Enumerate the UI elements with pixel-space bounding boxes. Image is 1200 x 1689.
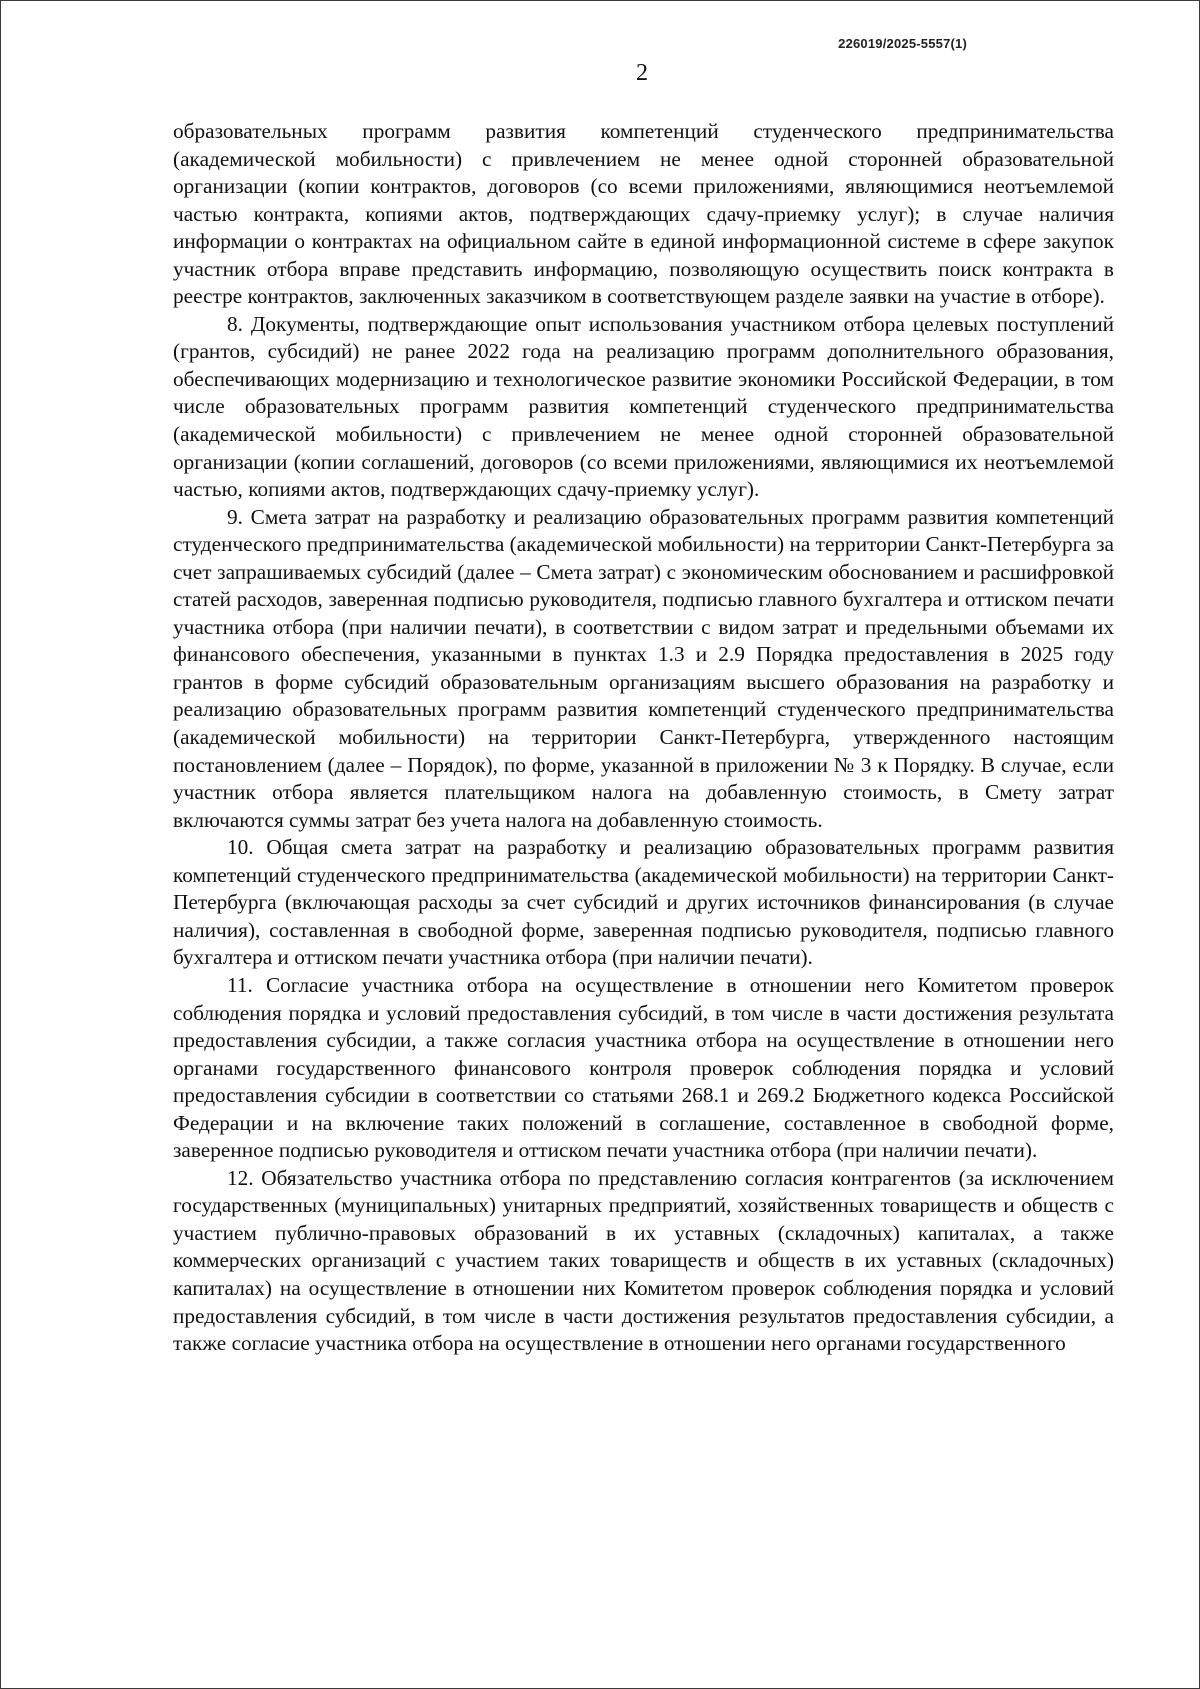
document-registration-number: 226019/2025-5557(1)	[838, 36, 967, 51]
paragraph-item-11: 11. Согласие участника отбора на осуществление в отношении него Комитетом проверок соблюдения порядка и условий предоставления субсидий, в том числе в части достижения результата предоставления субсидии, а также согласия участника отбора на осуществление в отношении него органами государственного финансового контроля проверок соблюдения порядка и условий предоставления субсидии в соответствии со статьями 268.1 и 269.2 Бюджетного кодекса Российской Федерации и на включение таких положений в соглашение, составленное в свободной форме, заверенное подписью руководителя и оттиском печати участника отбора (при наличии печати).	[173, 972, 1114, 1163]
paragraph-continuation: образовательных программ развития компетенций студенческого предпринимательства (академической мобильности) с привлечением не менее одной сторонней образовательной организации (копии контрактов, договоров (со всеми приложениями, являющимися неотъемлемой частью контракта, копиями актов, подтверждающих сдачу-приемку услуг); в случае наличия информации о контрактах на официальном сайте в единой информационной системе в сфере закупок участник отбора вправе представить информацию, позволяющую осуществить поиск контракта в реестре контрактов, заключенных заказчиком в соответствующем разделе заявки на участие в отборе).	[173, 119, 1114, 309]
document-body	[173, 118, 1114, 1358]
paragraph-item-8: 8. Документы, подтверждающие опыт использования участником отбора целевых поступлений (грантов, субсидий) не ранее 2022 года на реализацию программ дополнительного образования, обеспечивающих модернизацию и технологическое развитие экономики Российской Федерации, в том числе образовательных программ развития компетенций студенческого предпринимательства (академической мобильности) с привлечением не менее одной сторонней образовательной организации (копии соглашений, договоров (со всеми приложениями, являющимися их неотъемлемой частью, копиями актов, подтверждающих сдачу-приемку услуг).	[173, 311, 1114, 502]
paragraph-item-9: 9. Смета затрат на разработку и реализацию образовательных программ развития компетенций студенческого предпринимательства (академической мобильности) на территории Санкт-Петербурга за счет запрашиваемых субсидий (далее – Смета затрат) с экономическим обоснованием и расшифровкой статей расходов, заверенная подписью руководителя, подписью главного бухгалтера и оттиском печати участника отбора (при наличии печати), в соответствии с видом затрат и предельными объемами их финансового обеспечения, указанными в пунктах 1.3 и 2.9 Порядка предоставления в 2025 году грантов в форме субсидий образовательным организациям высшего образования на разработку и реализацию образовательных программ развития компетенций студенческого предпринимательства (академической мобильности) на территории Санкт-Петербурга, утвержденного настоящим постановлением (далее – Порядок), по форме, указанной в приложении № 3 к Порядку. В случае, если участник отбора является плательщиком налога на добавленную стоимость, в Смету затрат включаются суммы затрат без учета налога на добавленную стоимость.	[173, 504, 1114, 832]
page-number: 2	[636, 60, 648, 86]
paragraph-item-10: 10. Общая смета затрат на разработку и реализацию образовательных программ развития компетенций студенческого предпринимательства (академической мобильности) на территории Санкт-Петербурга (включающая расходы за счет субсидий и других источников финансирования (в случае наличия), составленная в свободной форме, заверенная подписью руководителя, подписью главного бухгалтера и оттиском печати участника отбора (при наличии печати).	[173, 835, 1114, 970]
paragraph-item-12: 12. Обязательство участника отбора по представлению согласия контрагентов (за исключением государственных (муниципальных) унитарных предприятий, хозяйственных товариществ и обществ с участием публично-правовых образований в их уставных (складочных) капиталах, а также коммерческих организаций с участием таких товариществ и обществ в их уставных (складочных) капиталах) на осуществление в отношении них Комитетом проверок соблюдения порядка и условий предоставления субсидий, в том числе в части достижения результатов предоставления субсидии, а также согласие участника отбора на осуществление в отношении него органами государственного	[173, 1165, 1114, 1356]
